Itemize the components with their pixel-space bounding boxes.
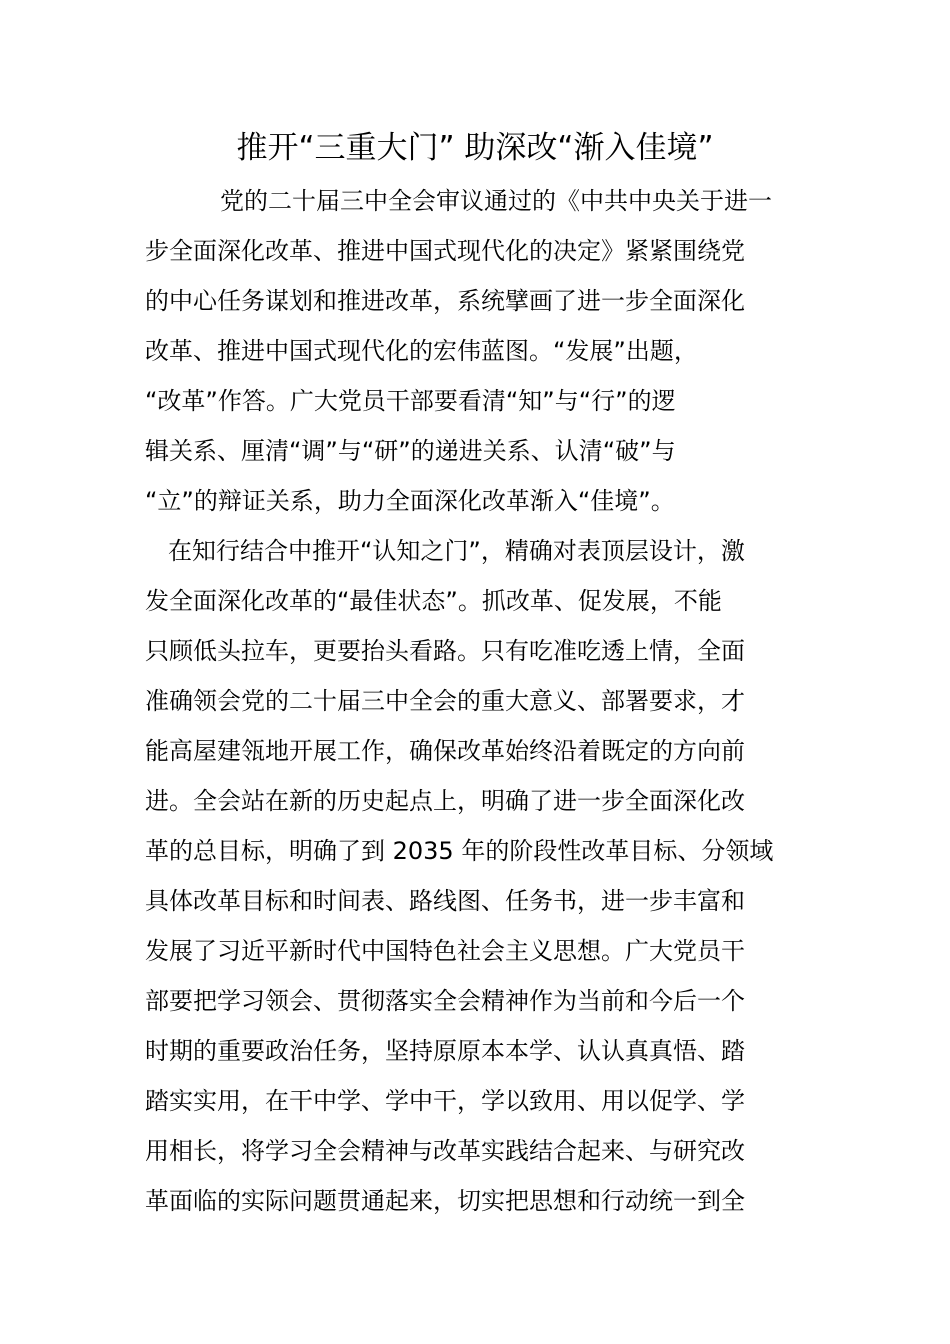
paragraph-2-line-12: 踏实实用，在干中学、学中干，学以致用、用以促学、学: [145, 1087, 745, 1115]
paragraph-1-line-1: 党的二十届三中全会审议通过的《中共中央关于进一: [220, 187, 772, 215]
paragraph-1-line-5: “改革”作答。广大党员干部要看清“知”与“行”的逻: [145, 387, 676, 415]
paragraph-2-line-9: 发展了习近平新时代中国特色社会主义思想。广大党员干: [145, 937, 745, 965]
paragraph-2-line-1: 在知行结合中推开“认知之门”，精确对表顶层设计，激: [168, 537, 745, 565]
paragraph-2-line-10: 部要把学习领会、贯彻落实全会精神作为当前和今后一个: [145, 987, 745, 1015]
paragraph-2-line-11: 时期的重要政治任务，坚持原原本本学、认认真真悟、踏: [145, 1037, 745, 1065]
paragraph-1-line-2: 步全面深化改革、推进中国式现代化的决定》紧紧围绕党: [145, 237, 745, 265]
paragraph-2-line-2: 发全面深化改革的“最佳状态”。抓改革、促发展，不能: [145, 587, 722, 615]
paragraph-2-line-14: 革面临的实际问题贯通起来，切实把思想和行动统一到全: [145, 1187, 745, 1215]
paragraph-2-line-4: 准确领会党的二十届三中全会的重大意义、部署要求，才: [145, 687, 745, 715]
paragraph-2-line-7: 革的总目标，明确了到 2035 年的阶段性改革目标、分领域: [145, 837, 774, 865]
paragraph-1-line-4: 改革、推进中国式现代化的宏伟蓝图。“发展”出题，: [145, 337, 698, 365]
paragraph-1-line-7: “立”的辩证关系，助力全面深化改革渐入“佳境”。: [145, 487, 675, 515]
paragraph-2-line-13: 用相长，将学习全会精神与改革实践结合起来、与研究改: [145, 1137, 745, 1165]
paragraph-1-line-3: 的中心任务谋划和推进改革，系统擘画了进一步全面深化: [145, 287, 745, 315]
paragraph-2-line-3: 只顾低头拉车，更要抬头看路。只有吃准吃透上情，全面: [145, 637, 745, 665]
paragraph-2-line-5: 能高屋建瓴地开展工作，确保改革始终沿着既定的方向前: [145, 737, 745, 765]
document-title: 推开“三重大门” 助深改“渐入佳境”: [236, 130, 714, 166]
paragraph-2-line-6: 进。全会站在新的历史起点上，明确了进一步全面深化改: [145, 787, 745, 815]
paragraph-2-line-8: 具体改革目标和时间表、路线图、任务书，进一步丰富和: [145, 887, 745, 915]
paragraph-1-line-6: 辑关系、厘清“调”与“研”的递进关系、认清“破”与: [145, 437, 676, 465]
